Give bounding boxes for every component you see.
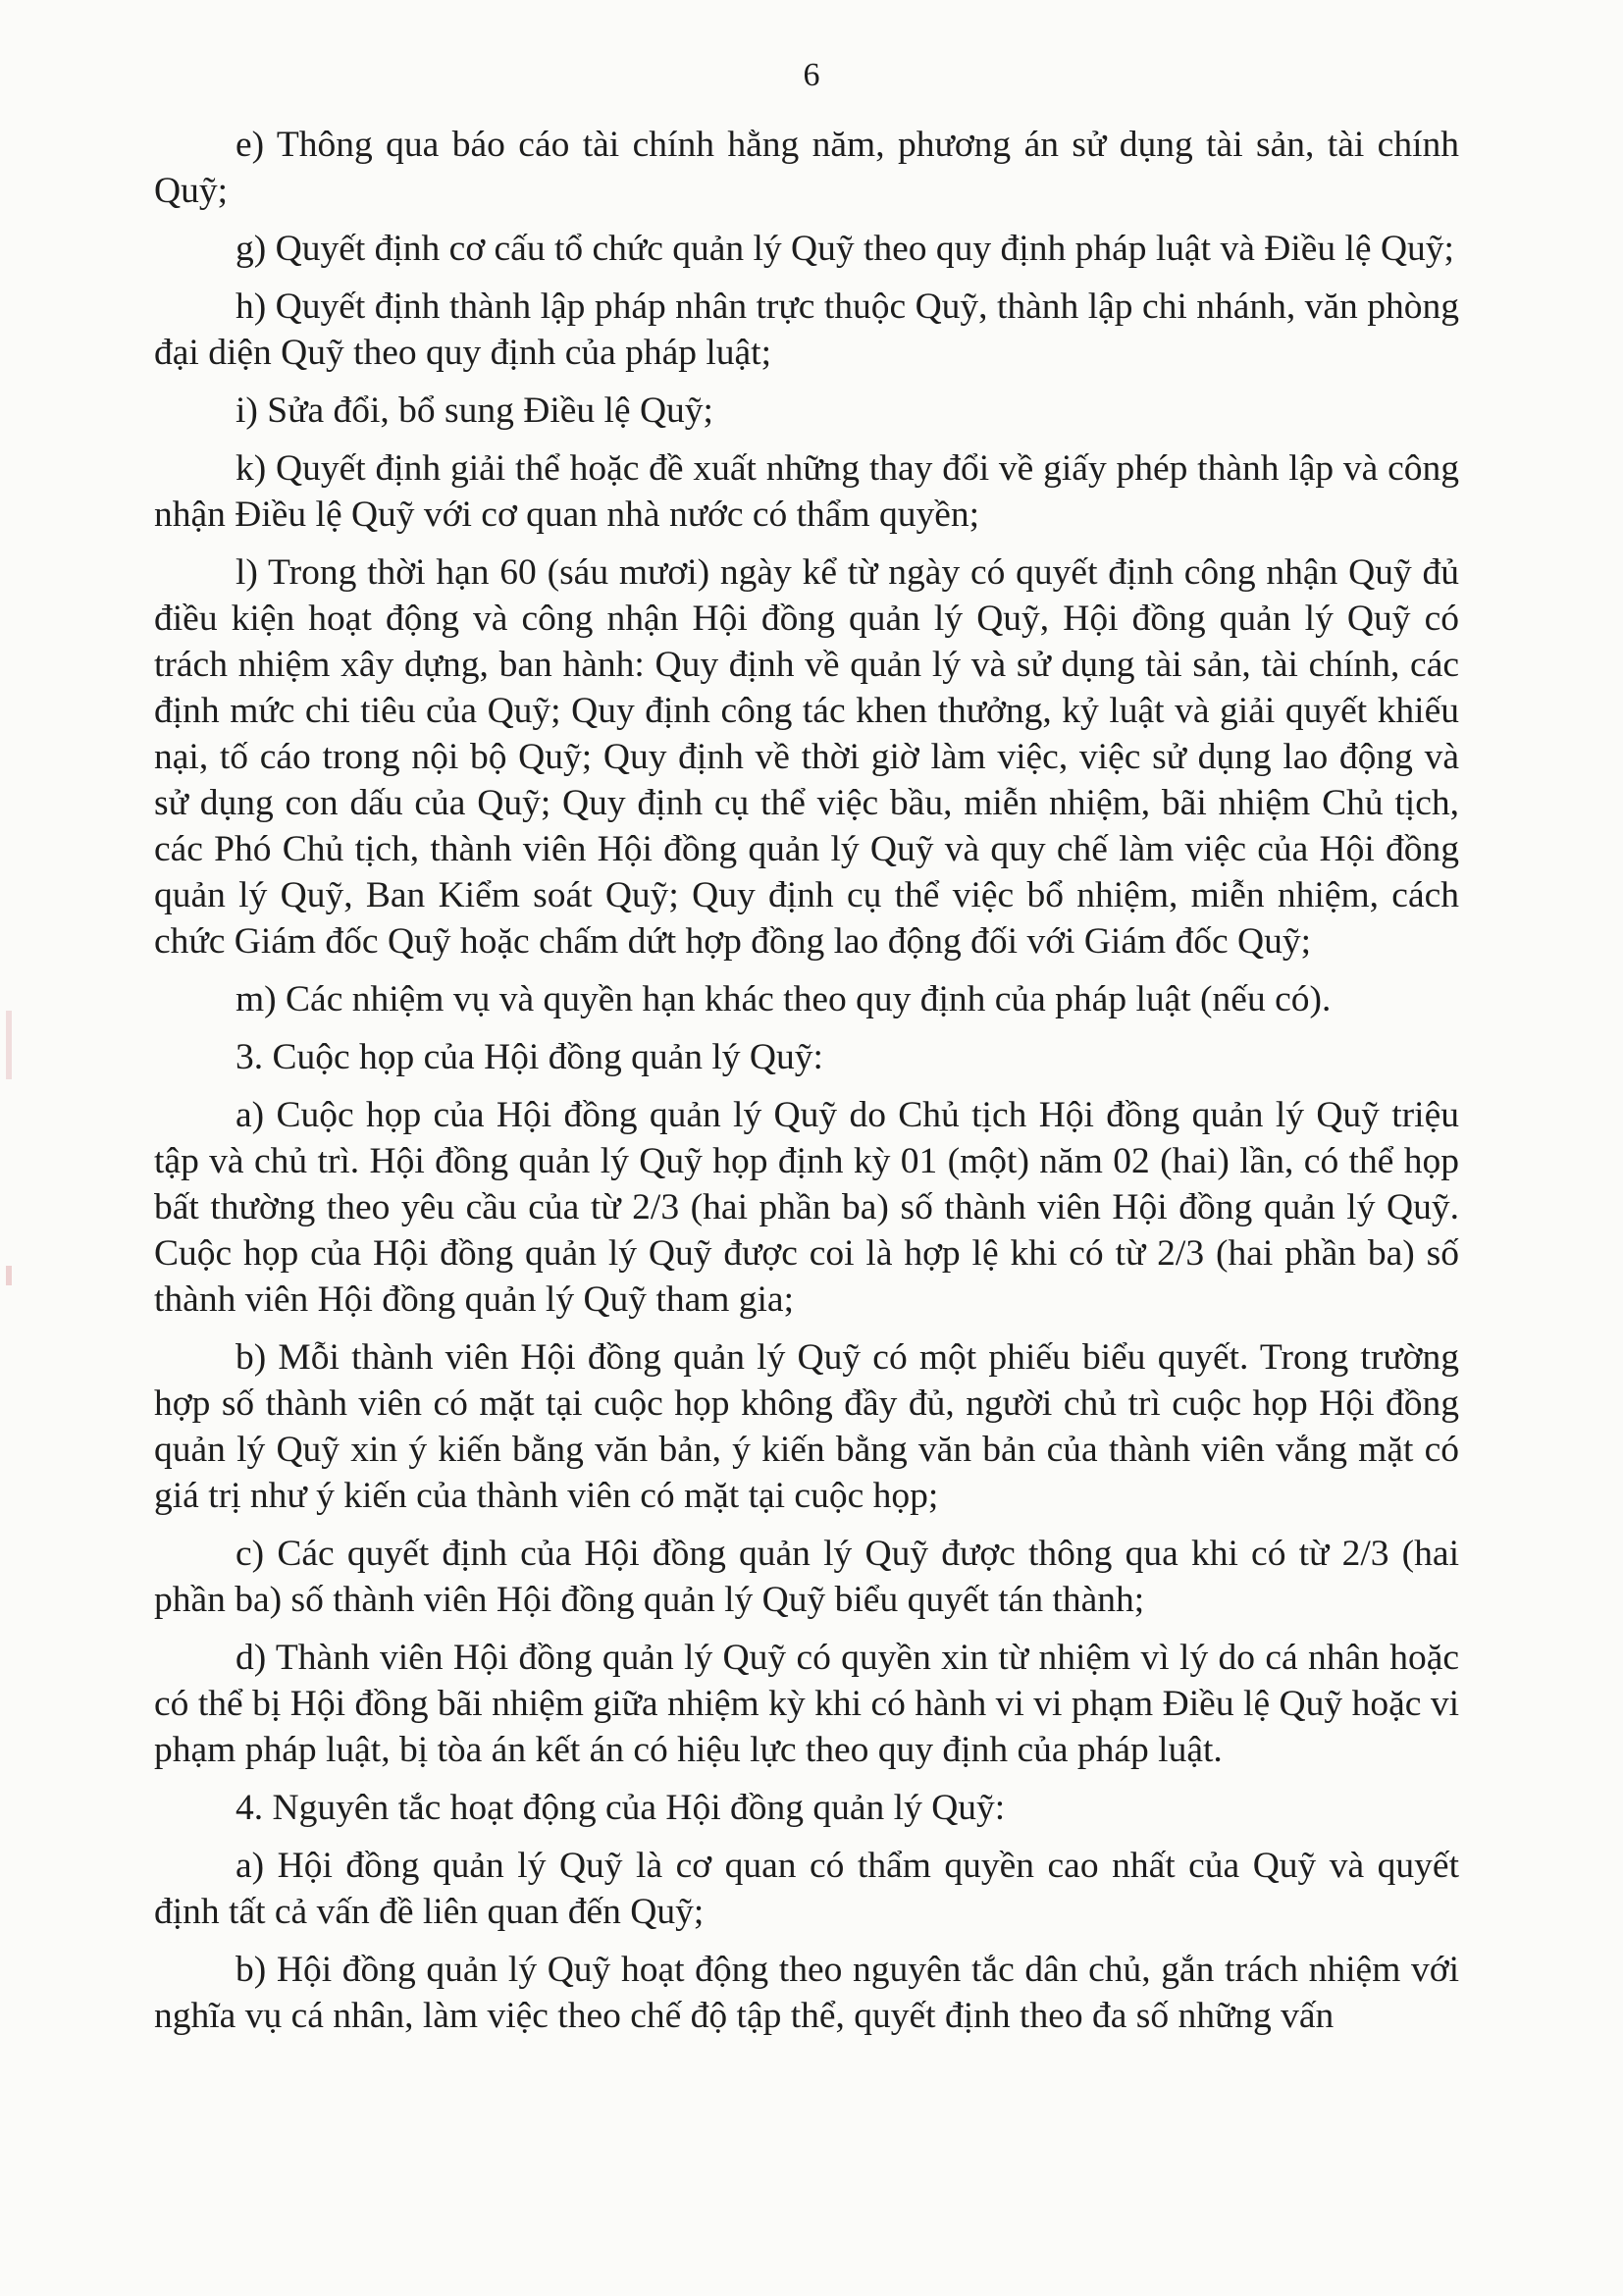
paragraph-i: i) Sửa đổi, bổ sung Điều lệ Quỹ; [236,391,713,431]
paragraph-4a: a) Hội đồng quản lý Quỹ là cơ quan có thẩm quyền cao nhất của Quỹ và quyết định tất cả vấn đề liên quan đến Quỹ; [154,1846,1459,1932]
paragraph-l: l) Trong thời hạn 60 (sáu mươi) ngày kể từ ngày có quyết định công nhận Quỹ đủ điều kiện hoạt động và công nhận Hội đồng quản lý Quỹ, Hội đồng quản lý Quỹ có trách nhiệm xây dựng, ban hành: Quy định về quản lý và sử dụng tài sản, tài chính, các định mức chi tiêu của Quỹ; Quy định công tác khen thưởng, kỷ luật và giải quyết khiếu nại, tố cáo trong nội bộ Quỹ; Quy định về thời giờ làm việc, việc sử dụng lao động và sử dụng con dấu của Quỹ; Quy định cụ thể việc bầu, miễn nhiệm, bãi nhiệm Chủ tịch, các Phó Chủ tịch, thành viên Hội đồng quản lý Quỹ và quy chế làm việc của Hội đồng quản lý Quỹ, Ban Kiểm soát Quỹ; Quy định cụ thể việc bổ nhiệm, miễn nhiệm, cách chức Giám đốc Quỹ hoặc chấm dứt hợp đồng lao động đối với Giám đốc Quỹ; [154,552,1459,962]
paragraph-3a: a) Cuộc họp của Hội đồng quản lý Quỹ do Chủ tịch Hội đồng quản lý Quỹ triệu tập và chủ trì. Hội đồng quản lý Quỹ họp định kỳ 01 (một) năm 02 (hai) lần, có thể họp bất thường theo yêu cầu của từ 2/3 (hai phần ba) số thành viên Hội đồng quản lý Quỹ. Cuộc họp của Hội đồng quản lý Quỹ được coi là hợp lệ khi có từ 2/3 (hai phần ba) số thành viên Hội đồng quản lý Quỹ tham gia; [154,1095,1459,1320]
scan-edge-mark [6,1266,12,1285]
page-number: 6 [803,57,820,93]
paragraph-h: h) Quyết định thành lập pháp nhân trực thuộc Quỹ, thành lập chi nhánh, văn phòng đại diện Quỹ theo quy định của pháp luật; [154,287,1459,373]
section-3-heading: 3. Cuộc họp của Hội đồng quản lý Quỹ: [236,1037,823,1077]
scan-edge-mark [6,1011,12,1079]
paragraph-k: k) Quyết định giải thể hoặc đề xuất những thay đổi về giấy phép thành lập và công nhận Điều lệ Quỹ với cơ quan nhà nước có thẩm quyền; [154,448,1459,535]
paragraph-m: m) Các nhiệm vụ và quyền hạn khác theo quy định của pháp luật (nếu có). [236,979,1332,1019]
document-body [154,122,1459,2051]
section-4-heading: 4. Nguyên tắc hoạt động của Hội đồng quản lý Quỹ: [236,1788,1006,1828]
paragraph-e: e) Thông qua báo cáo tài chính hằng năm, phương án sử dụng tài sản, tài chính Quỹ; [154,125,1459,211]
paragraph-4b: b) Hội đồng quản lý Quỹ hoạt động theo nguyên tắc dân chủ, gắn trách nhiệm với nghĩa vụ cá nhân, làm việc theo chế độ tập thể, quyết định theo đa số những vấn [154,1950,1459,2036]
paragraph-g: g) Quyết định cơ cấu tổ chức quản lý Quỹ theo quy định pháp luật và Điều lệ Quỹ; [236,229,1454,269]
paragraph-3d: d) Thành viên Hội đồng quản lý Quỹ có quyền xin từ nhiệm vì lý do cá nhân hoặc có thể bị Hội đồng bãi nhiệm giữa nhiệm kỳ khi có hành vi vi phạm Điều lệ Quỹ hoặc vi phạm pháp luật, bị tòa án kết án có hiệu lực theo quy định của pháp luật. [154,1638,1459,1770]
paragraph-3b: b) Mỗi thành viên Hội đồng quản lý Quỹ có một phiếu biểu quyết. Trong trường hợp số thành viên có mặt tại cuộc họp không đầy đủ, người chủ trì cuộc họp Hội đồng quản lý Quỹ xin ý kiến bằng văn bản, ý kiến bằng văn bản của thành viên vắng mặt có giá trị như ý kiến của thành viên có mặt tại cuộc họp; [154,1337,1459,1516]
paragraph-3c: c) Các quyết định của Hội đồng quản lý Quỹ được thông qua khi có từ 2/3 (hai phần ba) số thành viên Hội đồng quản lý Quỹ biểu quyết tán thành; [154,1534,1459,1620]
